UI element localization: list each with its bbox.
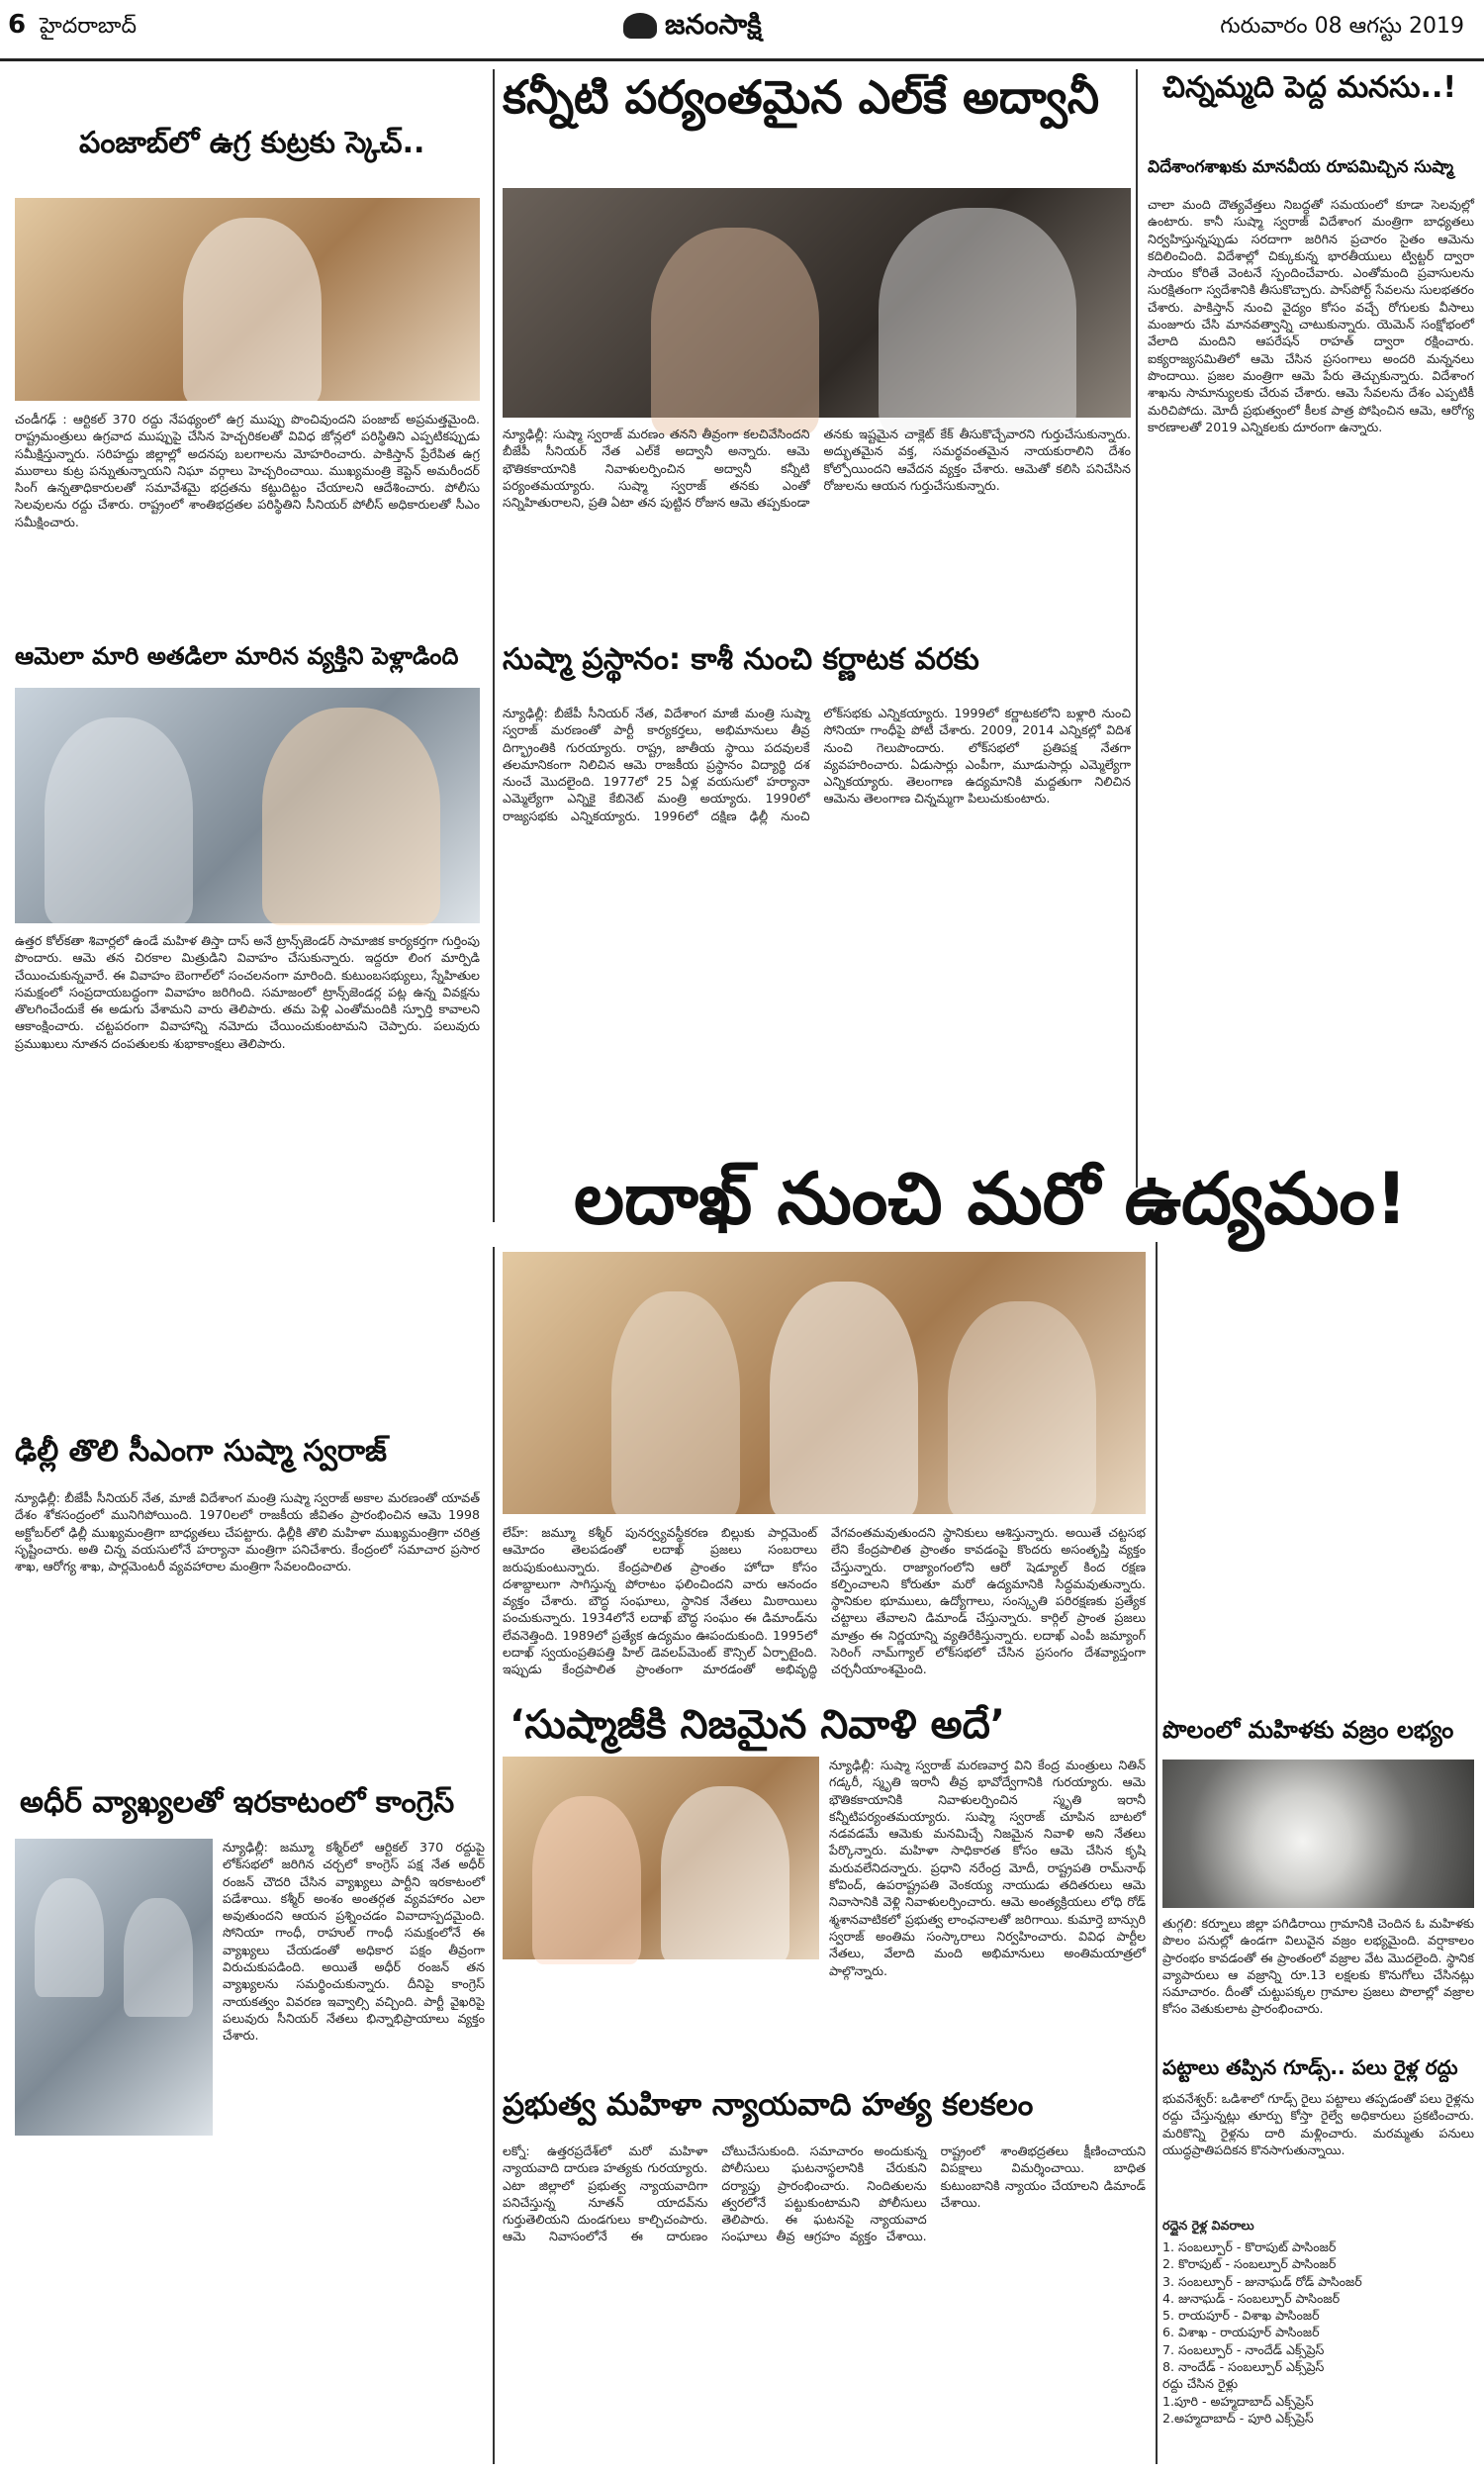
member-figure	[124, 1898, 193, 2017]
ladakh-body-continued	[1158, 1252, 1474, 1707]
ameela-headline: ఆమెలా మారి అతడిలా మారిన వ్యక్తిని పెళ్లాడింది	[15, 642, 459, 670]
prasthanam-headline: సుష్మా ప్రస్థానం: కాశీ నుంచి కర్ణాటక వరకు	[503, 642, 979, 677]
ladakh-body: లేహ్‌: జమ్మూ కశ్మీర్‌ పునర్వ్యవస్థీకరణ బిల్లుకు పార్లమెంట్‌ ఆమోదం తెలపడంతో లదాఖ్‌ ప్రజలు సంబరాలు జరుపుకుంటున్నారు. కేంద్రపాలిత ప్రాంతం హోదా కోసం దశాబ్దాలుగా సాగిస్తున్న పోరాటం ఫలించిందని వారు ఆనందం వ్యక్తం చేశారు. బౌద్ధ సంఘాలు, స్థానిక నేతలు మిఠాయిలు పంచుకున్నారు. 1934లోనే లదాఖ్‌ బౌద్ధ సంఘం ఈ డిమాండ్‌ను లేవనెత్తింది. 1989లో ప్రత్యేక ఉద్యమం ఊపందుకుంది. 1995లో లదాఖ్‌ స్వయంప్రతిపత్తి హిల్‌ డెవలప్‌మెంట్‌ కౌన్సిల్‌ ఏర్పాటైంది. ఇప్పుడు కేంద్రపాలిత ప్రాంతంగా మారడంతో అభివృద్ధి వేగవంతమవుతుందని స్థానికులు ఆశిస్తున్నారు. అయితే చట్టసభ లేని కేంద్రపాలిత ప్రాంతం కావడంపై కొందరు అసంతృప్తి వ్యక్తం చేస్తున్నారు. రాజ్యాంగంలోని ఆరో షెడ్యూల్‌ కింద రక్షణ కల్పించాలని కోరుతూ మరో ఉద్యమానికి సిద్ధమవుతున్నారు. స్థానికుల భూములు, ఉద్యోగాలు, సంస్కృతి పరిరక్షణకు ప్రత్యేక చట్టాలు తేవాలని డిమాండ్‌ చేస్తున్నారు. కార్గిల్‌ ప్రాంత ప్రజలు మాత్రం ఈ నిర్ణయాన్ని వ్యతిరేకిస్తున్నారు. లదాఖ్‌ ఎంపీ జమ్యాంగ్‌ సెరింగ్‌ నామ్‌గ్యాల్‌ లోక్‌సభలో చేసిన ప్రసంగం దేశవ్యాప్తంగా చర్చనీయాంశమైంది.	[503, 1525, 1146, 1677]
ladakh-photo	[503, 1252, 1146, 1514]
crowd-figure	[948, 1301, 1096, 1519]
vajram-headline: పొలంలో మహిళకు వజ్రం లభ్యం	[1162, 1716, 1454, 1744]
member-figure	[35, 1878, 104, 1997]
advani-body: న్యూఢిల్లీ: సుష్మా స్వరాజ్‌ మరణం తనని తీవ్రంగా కలచివేసిందని బీజేపీ సీనియర్‌ నేత ఎల్‌కే అద్వానీ అన్నారు. ఆమె భౌతికకాయానికి నివాళులర్పించిన అద్వానీ కన్నీటి పర్యంతమయ్యారు. సుష్మా స్వరాజ్‌ తనకు ఎంతో సన్నిహితురాలని, ప్రతి ఏటా తన పుట్టిన రోజున ఆమె తప్పకుండా తనకు ఇష్టమైన చాక్లెట్‌ కేక్‌ తీసుకొచ్చేవారని గుర్తుచేసుకున్నారు. అద్భుతమైన వక్త, సమర్థవంతమైన నాయకురాలిని దేశం కోల్పోయిందని ఆవేదన వ్యక్తం చేశారు. ఆమెతో కలిసి పనిచేసిన రోజులను ఆయన గుర్తుచేసుకున్నారు.	[503, 427, 1131, 511]
rail-list-item: 2. కొరాపుట్‌ - సంబల్పూర్‌ పాసింజర్‌	[1162, 2256, 1337, 2272]
punjab-body: చండీగఢ్‌ : ఆర్టికల్‌ 370 రద్దు నేపథ్యంలో ఉగ్ర ముప్పు పొంచివుందని పంజాబ్‌ అప్రమత్తమైంది. రాష్ట్రమంత్రులు ఉగ్రవాద ముప్పుపై చేసిన హెచ్చరికలతో వివిధ జోన్లలో పరిస్థితిని ఎప్పటికప్పుడు సమీక్షిస్తున్నారు. సరిహద్దు జిల్లాల్లో అదనపు బలగాలను మోహరించారు. పాకిస్తాన్‌ ప్రేరేపిత ఉగ్ర ముఠాలు కుట్ర పన్నుతున్నాయని నిఘా వర్గాలు హెచ్చరించాయి. ముఖ్యమంత్రి కెప్టెన్‌ అమరీందర్‌ సింగ్‌ ఉన్నతాధికారులతో సమావేశమై భద్రతను కట్టుదిట్టం చేయాలని ఆదేశించారు. పోలీసు సెలవులను రద్దు చేశారు. రాష్ట్రంలో శాంతిభద్రతల పరిస్థితిని సీనియర్‌ పోలీస్‌ అధికారులతో సీఎం సమీక్షించారు.	[15, 412, 480, 529]
rail-list-item: 2.అహ్మదాబాద్‌ - పూరి ఎక్స్‌ప్రెస్‌	[1162, 2410, 1314, 2426]
diamond-photo	[1162, 1760, 1474, 1908]
chinnammadi-subhead: విదేశాంగశాఖకు మానవీయ రూపమిచ్చిన సుష్మా	[1148, 157, 1453, 177]
rail-list-item: 6. విశాఖ - రాయపూర్‌ పాసింజర్‌	[1162, 2325, 1320, 2340]
rail-list-item: 3. సంబల్పూర్‌ - జునాఘడ్‌ రోడ్‌ పాసింజర్‌	[1162, 2273, 1362, 2289]
prasthanam-body: న్యూఢిల్లీ: బీజేపీ సీనియర్‌ నేత, విదేశాంగ మాజీ మంత్రి సుష్మా స్వరాజ్‌ మరణంతో పార్టీ కార్యకర్తలు, అభిమానులు తీవ్ర దిగ్భ్రాంతికి గురయ్యారు. రాష్ట్ర, జాతీయ స్థాయి పదవులకే తలమానికంగా నిలిచిన ఆమె రాజకీయ ప్రస్థానం విద్యార్థి దశ నుంచే మొదలైంది. 1977లో 25 ఏళ్ల వయసులో హర్యానా ఎమ్మెల్యేగా ఎన్నికై కేబినెట్‌ మంత్రి అయ్యారు. 1990లో రాజ్యసభకు ఎన్నికయ్యారు. 1996లో దక్షిణ ఢిల్లీ నుంచి లోక్‌సభకు ఎన్నికయ్యారు. 1999లో కర్ణాటకలోని బళ్లారి నుంచి సోనియా గాంధీపై పోటీ చేశారు. 2009, 2014 ఎన్నికల్లో విదిశ నుంచి గెలుపొందారు. లోక్‌సభలో ప్రతిపక్ష నేతగా వ్యవహరించారు. ఏడుసార్లు ఎంపీగా, మూడుసార్లు ఎమ్మెల్యేగా ఎన్నికయ్యారు. తెలంగాణ ఉద్యమానికి మద్దతుగా నిలిచిన ఆమెను తెలంగాణ చిన్నమ్మగా పిలుచుకుంటారు.	[503, 706, 1131, 823]
nivali-body: న్యూఢిల్లీ: సుష్మా స్వరాజ్‌ మరణవార్త విని కేంద్ర మంత్రులు నితిన్‌ గడ్కరీ, స్మృతి ఇరానీ తీవ్ర భావోద్వేగానికి గురయ్యారు. ఆమె భౌతికకాయానికి నివాళులర్పించిన స్మృతి ఇరానీ కన్నీటిపర్యంతమయ్యారు. సుష్మా స్వరాజ్‌ చూపిన బాటలో నడవడమే ఆమెకు మనమిచ్చే నిజమైన నివాళి అని నేతలు పేర్కొన్నారు. మహిళా సాధికారత కోసం ఆమె చేసిన కృషి మరువలేనిదన్నారు. ప్రధాని నరేంద్ర మోదీ, రాష్ట్రపతి రామ్‌నాథ్‌ కోవింద్‌, ఉపరాష్ట్రపతి వెంకయ్య నాయుడు తదితరులు ఆమె నివాసానికి వెళ్లి నివాళులర్పించారు. ఆమె అంత్యక్రియలు లోధి రోడ్‌ శ్మశానవాటికలో ప్రభుత్వ లాంఛనాలతో జరిగాయి. కుమార్తె బాన్సురి స్వరాజ్‌ అంతిమ సంస్కారాలు నిర్వహించారు. వివిధ పార్టీల నేతలు, వేలాది మంది అభిమానులు అంతిమయాత్రలో పాల్గొన్నారు.	[829, 1758, 1146, 1978]
mahila-hatya-body: లక్నో: ఉత్తరప్రదేశ్‌లో మరో మహిళా న్యాయవాది దారుణ హత్యకు గురయ్యారు. ఎటా జిల్లాలో ప్రభుత్వ న్యాయవాదిగా పనిచేస్తున్న నూతన్‌ యాదవ్‌ను గుర్తుతెలియని దుండగులు కాల్చిచంపారు. ఆమె నివాసంలోనే ఈ దారుణం చోటుచేసుకుంది. సమాచారం అందుకున్న పోలీసులు ఘటనాస్థలానికి చేరుకుని దర్యాప్తు ప్రారంభించారు. నిందితులను త్వరలోనే పట్టుకుంటామని పోలీసులు తెలిపారు. ఈ ఘటనపై న్యాయవాద సంఘాలు తీవ్ర ఆగ్రహం వ్యక్తం చేశాయి. రాష్ట్రంలో శాంతిభద్రతలు క్షీణించాయని విపక్షాలు విమర్శించాయి. బాధిత కుటుంబానికి న్యాయం చేయాలని డిమాండ్‌ చేశాయి.	[503, 2143, 1146, 2244]
ameela-body: ఉత్తర కోల్‌కతా శివార్లలో ఉండే మహిళ తిస్తా దాస్‌ అనే ట్రాన్స్‌జెండర్‌ సామాజిక కార్యకర్తగా గుర్తింపు పొందారు. ఆమె తన చిరకాల మిత్రుడిని వివాహం చేసుకున్నారు. ఇద్దరూ లింగ మార్పిడి చేయించుకున్నవారే. ఈ వివాహం బెంగాల్‌లో సంచలనంగా మారింది. కుటుంబసభ్యులు, స్నేహితుల సమక్షంలో సంప్రదాయబద్ధంగా వివాహం జరిగింది. సమాజంలో ట్రాన్స్‌జెండర్ల పట్ల ఉన్న వివక్షను తొలగించేందుకే ఈ అడుగు వేశామని వారు తెలిపారు. తమ పెళ్లి ఎంతోమందికి స్ఫూర్తి కావాలని ఆకాంక్షించారు. చట్టపరంగా వివాహాన్ని నమోదు చేయించుకుంటామని చెప్పారు. పలువురు ప్రముఖులు నూతన దంపతులకు శుభాకాంక్షలు తెలిపారు.	[15, 933, 480, 1051]
logo-text: జనంసాక్షి	[665, 8, 762, 41]
logo-icon	[623, 13, 657, 39]
advani-headline: కన్నీటి పర్యంతమైన ఎల్‌కే అద్వానీ	[503, 70, 1099, 124]
groom-figure	[45, 717, 193, 925]
rail-list-item: 7. సంబల్పూర్‌ - నాందేడ్‌ ఎక్స్‌ప్రెస్‌	[1162, 2341, 1325, 2357]
edition-city: హైదరాబాద్	[40, 14, 137, 39]
punjab-photo	[15, 198, 480, 401]
gadkari-figure	[661, 1786, 789, 1964]
vajram-body: తుగ్గలి: కర్నూలు జిల్లా పగిడిరాయి గ్రామానికి చెందిన ఓ మహిళకు పొలం పనుల్లో ఉండగా విలువైన వజ్రం లభ్యమైంది. వర్షాకాలం ప్రారంభం కావడంతో ఈ ప్రాంతంలో వజ్రాల వేట మొదలైంది. స్థానిక వ్యాపారులు ఆ వజ్రాన్ని రూ.13 లక్షలకు కొనుగోలు చేసినట్లు సమాచారం. దీంతో చుట్టుపక్కల గ్రామాల ప్రజలు పొలాల్లో వజ్రాల కోసం వెతుకులాట ప్రారంభించారు.	[1162, 1916, 1474, 2017]
column-divider	[1136, 69, 1138, 1188]
dateline: గురువారం 08 ఆగస్టు 2019	[1220, 14, 1464, 39]
rail-list-item: 1.పూరి - అహ్మదాబాద్‌ ఎక్స్‌ప్రెస్‌	[1162, 2393, 1314, 2409]
adhir-headline: అధీర్‌ వ్యాఖ్యలతో ఇరకాటంలో కాంగ్రెస్‌	[20, 1785, 455, 1820]
page-number: 6	[8, 10, 27, 40]
smriti-figure	[532, 1796, 641, 1964]
chinnammadi-headline: చిన్నమ్మది పెద్ద మనసు..!	[1162, 70, 1457, 105]
punjab-headline: పంజాబ్‌లో ఉగ్ర కుట్రకు స్కెచ్‌..	[79, 126, 425, 160]
rail-list-item: 8. నాందేడ్‌ - సంబల్పూర్‌ ఎక్స్‌ప్రెస్‌	[1162, 2359, 1325, 2375]
advani-photo	[503, 188, 1131, 418]
column-divider	[493, 69, 495, 1222]
nivali-headline: ‘సుష్మాజీకి నిజమైన నివాళి అదే’	[510, 1702, 1006, 1748]
rail-body: భువనేశ్వర్‌: ఒడిశాలో గూడ్స్‌ రైలు పట్టాలు తప్పడంతో పలు రైళ్లను రద్దు చేస్తున్నట్లు తూర్పు కోస్తా రైల్వే అధికారులు ప్రకటించారు. మరికొన్ని రైళ్లను దారి మళ్లించారు. మరమ్మతు పనులు యుద్ధప్రాతిపదికన కొనసాగుతున్నాయి.	[1162, 2091, 1474, 2157]
mahila-hatya-headline: ప్రభుత్వ మహిళా న్యాయవాది హత్య కలకలం	[503, 2087, 1034, 2123]
nivali-body-continued	[503, 1967, 1146, 2076]
advani-figure	[879, 208, 1076, 435]
rail-list-item: 1. సంబల్పూర్‌ - కొరాపుట్‌ పాసింజర్‌	[1162, 2239, 1337, 2254]
rail-headline: పట్టాలు తప్పిన గూడ్స్‌.. పలు రైళ్ల రద్దు	[1162, 2055, 1458, 2079]
newspaper-logo	[623, 8, 762, 48]
delhi-cm-headline: ఢిల్లీ తొలి సీఎంగా సుష్మా స్వరాజ్‌	[15, 1434, 387, 1469]
rail-list-title: రద్దైన రైళ్ల వివరాలు	[1162, 2218, 1254, 2233]
rail-list	[1162, 2238, 1474, 2466]
adhir-body-continued	[15, 2142, 485, 2469]
sushma-figure	[651, 228, 819, 435]
ladakh-headline: లదాఖ్‌ నుంచి మరో ఉద్యమం!	[574, 1157, 1408, 1240]
rail-list-item: 4. జునాఘడ్‌ - సంబల్పూర్‌ పాసింజర్‌	[1162, 2290, 1341, 2306]
rail-list-item: రద్దు చేసిన రైళ్లు	[1162, 2376, 1238, 2392]
wedding-photo	[15, 688, 480, 923]
leader-figure	[770, 1282, 918, 1519]
delhi-cm-body: న్యూఢిల్లీ: బీజేపీ సీనియర్‌ నేత, మాజీ విదేశాంగ మంత్రి సుష్మా స్వరాజ్‌ అకాల మరణంతో యావత్‌ దేశం శోకసంద్రంలో మునిగిపోయింది. 1970లలో రాజకీయ జీవితం ప్రారంభించిన ఆమె 1998 అక్టోబర్‌లో ఢిల్లీ ముఖ్యమంత్రిగా బాధ్యతలు చేపట్టారు. ఢిల్లీకి తొలి మహిళా ముఖ్యమంత్రిగా చరిత్ర సృష్టించారు. అతి చిన్న వయసులోనే హర్యానా మంత్రిగా పనిచేశారు. కేంద్రంలో సమాచార ప్రసార శాఖ, ఆరోగ్య శాఖ, పార్లమెంటరీ వ్యవహారాల మంత్రిగా సేవలందించారు.	[15, 1490, 480, 1574]
bride-figure	[262, 708, 440, 925]
parliament-photo	[15, 1839, 213, 2136]
portrait-figure	[183, 218, 322, 406]
chinnammadi-body: చాలా మంది దౌత్యవేత్తలు నిబద్ధతో సమయంలో కూడా సెలవుల్లో ఉంటారు. కానీ సుష్మా స్వరాజ్‌ విదేశాంగ మంత్రిగా బాధ్యతలు నిర్వహిస్తున్నప్పుడు సరదాగా జరిగిన ప్రచారం సైతం ఆమెను కదిలించింది. విదేశాల్లో చిక్కుకున్న భారతీయులు ట్విట్టర్‌ ద్వారా సాయం కోరితే వెంటనే స్పందించేవారు. ఎంతోమంది ప్రవాసులను సురక్షితంగా స్వదేశానికి తీసుకొచ్చారు. పాస్‌పోర్ట్‌ సేవలను సులభతరం చేశారు. పాకిస్తాన్‌ నుంచి వైద్యం కోసం వచ్చే రోగులకు వీసాలు మంజూరు చేసి మానవత్వాన్ని చాటుకున్నారు. యెమెన్‌ సంక్షోభంలో వేలాది మందిని ఆపరేషన్‌ రాహత్‌ ద్వారా రక్షించారు. ఐక్యరాజ్యసమితిలో ఆమె చేసిన ప్రసంగాలు అందరి మన్ననలు పొందాయి. ప్రజల మంత్రిగా ఆమె పేరు తెచ్చుకున్నారు. విదేశాంగ శాఖను సామాన్యులకు చేరువ చేశారు. ఆమె సేవలను దేశం ఎప్పటికీ మరిచిపోదు. మోదీ ప్రభుత్వంలో కీలక పాత్ర పోషించిన ఆమె, ఆరోగ్య కారణాలతో 2019 ఎన్నికలకు దూరంగా ఉన్నారు.	[1148, 197, 1474, 434]
adhir-body: న్యూఢిల్లీ: జమ్మూ కశ్మీర్‌లో ఆర్టికల్‌ 370 రద్దుపై లోక్‌సభలో జరిగిన చర్చలో కాంగ్రెస్‌ పక్ష నేత అధీర్‌ రంజన్‌ చౌదరి చేసిన వ్యాఖ్యలు పార్టీని ఇరకాటంలో పడేశాయి. కశ్మీర్‌ అంశం అంతర్గత వ్యవహారం ఎలా అవుతుందని ఆయన ప్రశ్నించడం వివాదాస్పదమైంది. సోనియా గాంధీ, రాహుల్‌ గాంధీ సమక్షంలోనే ఈ వ్యాఖ్యలు చేయడంతో అధికార పక్షం తీవ్రంగా విరుచుకుపడింది. అయితే అధీర్‌ రంజన్‌ తన వ్యాఖ్యలను సమర్థించుకున్నారు. దీనిపై కాంగ్రెస్‌ నాయకత్వం వివరణ ఇవ్వాల్సి వచ్చింది. పార్టీ వైఖరిపై పలువురు సీనియర్‌ నేతలు భిన్నాభిప్రాయాలు వ్యక్తం చేశారు.	[223, 1840, 485, 2044]
nivali-photo	[503, 1757, 819, 1959]
crowd-figure	[611, 1291, 740, 1519]
rail-list-item: 5. రాయపూర్‌ - విశాఖ పాసింజర్‌	[1162, 2308, 1320, 2324]
column-divider	[493, 1247, 495, 2464]
